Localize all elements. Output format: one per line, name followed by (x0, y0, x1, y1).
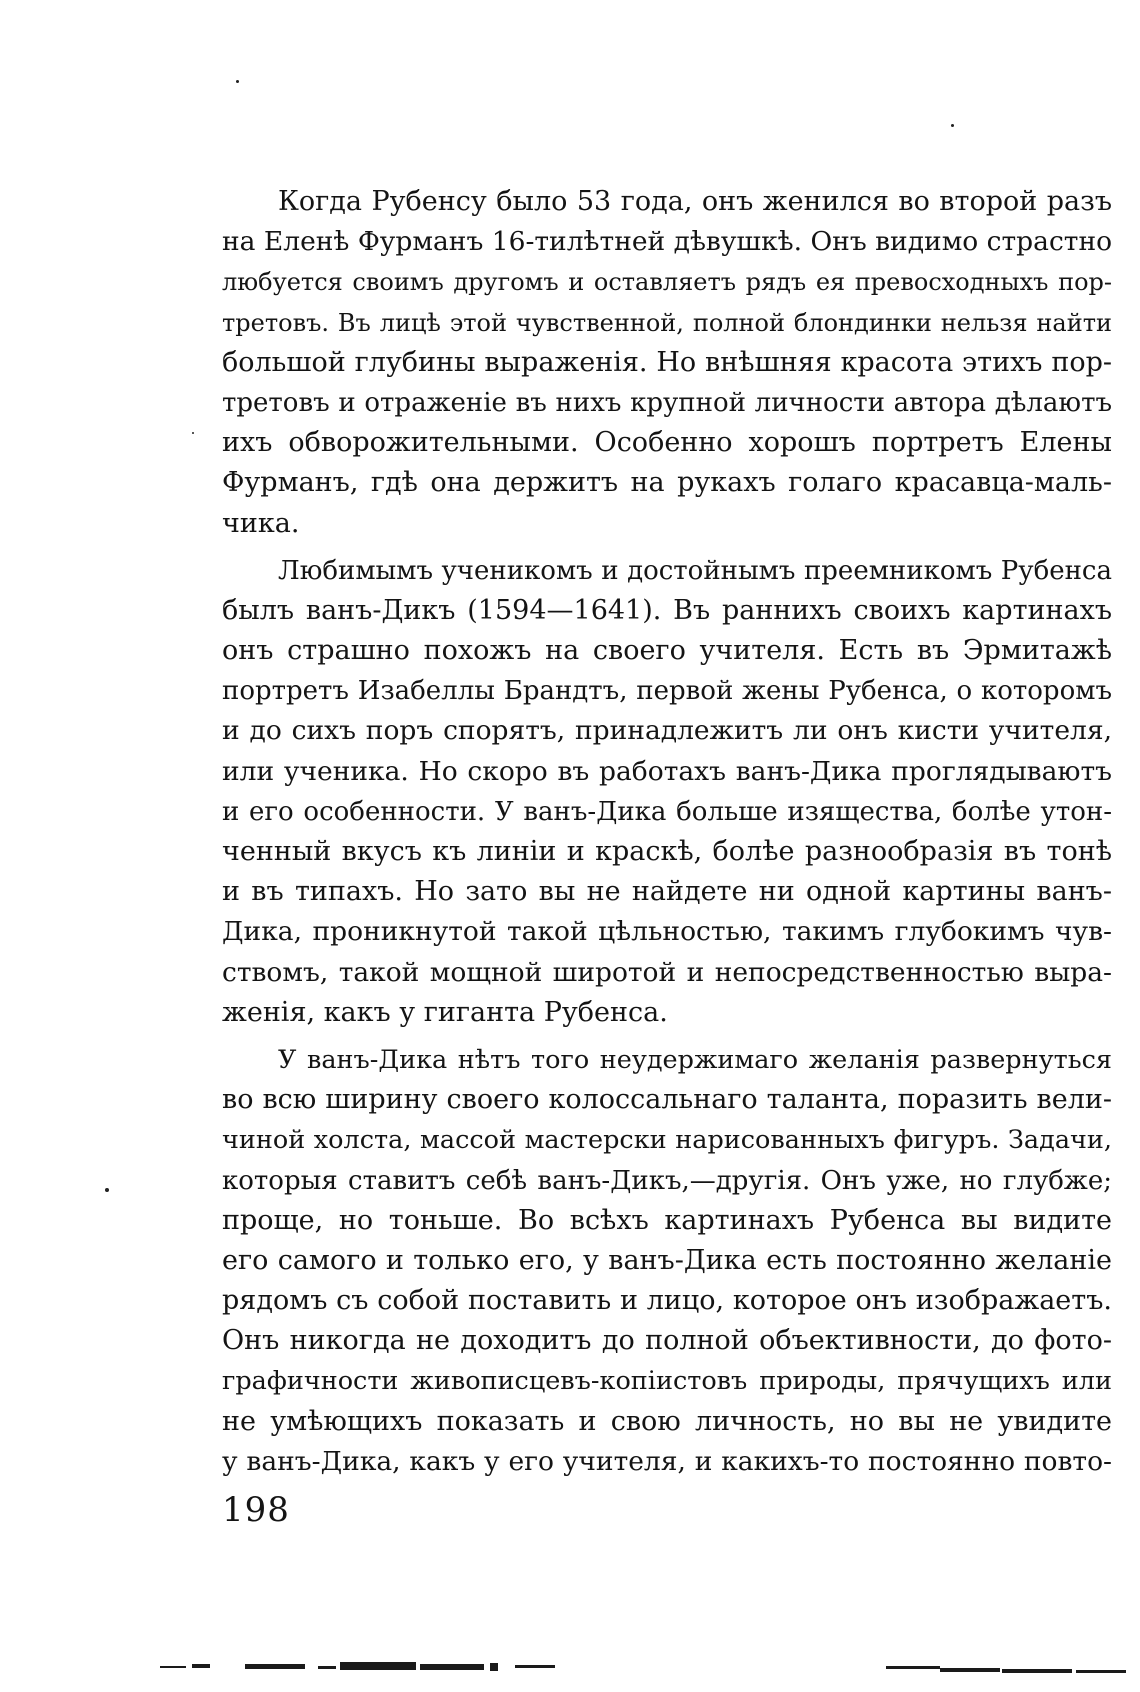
text-line: на Еленѣ Фурманъ 16-тилѣтней дѣвушкѣ. Онъ видимо страстно (222, 226, 1113, 258)
text-line: во всю ширину своего колоссальнаго таланта, поразить вели- (222, 1084, 1112, 1116)
text-line: у ванъ-Дика, какъ у его учителя, и какихъ-то постоянно повто- (222, 1445, 1112, 1477)
text-line: графичности живописцевъ-копіистовъ природы, прячущихъ или (222, 1366, 1112, 1397)
scan-speck (105, 1188, 109, 1192)
text-line: ихъ обворожительными. Особенно хорошъ портретъ Елены (222, 427, 1112, 459)
paragraph-3 (222, 1040, 1112, 1482)
paragraph-1 (222, 182, 1112, 544)
text-line: любуется своимъ другомъ и оставляетъ рядъ ея превосходныхъ пор- (222, 268, 1112, 297)
text-line: Любимымъ ученикомъ и достойнымъ преемникомъ Рубенса (278, 555, 1112, 586)
text-line: онъ страшно похожъ на своего учителя. Есть въ Эрмитажѣ (222, 635, 1112, 667)
text-line: портретъ Изабеллы Брандтъ, первой жены Рубенса, о которомъ (222, 676, 1112, 707)
text-line: и его особенности. У ванъ-Дика больше изящества, болѣе утон- (222, 796, 1112, 827)
text-line: или ученика. Но скоро въ работахъ ванъ-Дика проглядываютъ (222, 755, 1112, 787)
text-line: чика. (222, 507, 300, 539)
scan-speck (192, 432, 194, 434)
text-line: третовъ. Въ лицѣ этой чувственной, полной блондинки нельзя найти (222, 308, 1112, 337)
text-line: Онъ никогда не доходитъ до полной объективности, до фото- (222, 1325, 1112, 1357)
text-line: У ванъ-Дика нѣтъ того неудержимаго желанія развернуться (278, 1044, 1112, 1075)
page-number: 198 (222, 1490, 290, 1530)
text-line: его самого и только его, у ванъ-Дика есть постоянно желаніе (222, 1244, 1112, 1276)
scan-speck (236, 80, 239, 83)
paragraph-2 (222, 551, 1112, 1033)
text-line: и въ типахъ. Но зато вы не найдете ни одной картины ванъ- (222, 876, 1112, 908)
text-line: не умѣющихъ показать и свою личность, но вы не увидите (222, 1405, 1112, 1437)
text-line: Дика, проникнутой такой цѣльностью, такимъ глубокимъ чув- (222, 916, 1112, 948)
scan-speck (951, 124, 954, 127)
text-line: и до сихъ поръ спорятъ, принадлежитъ ли онъ кисти учителя, (222, 715, 1112, 747)
text-line: женія, какъ у гиганта Рубенса. (222, 996, 668, 1028)
text-line: ченный вкусъ къ линіи и краскѣ, болѣе разнообразія въ тонѣ (222, 836, 1112, 867)
text-line: третовъ и отраженіе въ нихъ крупной личности автора дѣлаютъ (222, 387, 1112, 418)
text-line: Фурманъ, гдѣ она держитъ на рукахъ голаго красавца-маль- (222, 467, 1112, 499)
text-line: которыя ставитъ себѣ ванъ-Дикъ,—другія. Онъ уже, но глубже; (222, 1165, 1112, 1196)
text-line: ствомъ, такой мощной широтой и непосредственностью выра- (222, 956, 1112, 988)
body-text (222, 182, 1112, 1482)
text-line: былъ ванъ-Дикъ (1594—1641). Въ раннихъ своихъ картинахъ (222, 594, 1112, 626)
text-line: проще, но тоньше. Во всѣхъ картинахъ Рубенса вы видите (222, 1204, 1112, 1236)
text-line: рядомъ съ собой поставить и лицо, которое онъ изображаетъ. (222, 1285, 1112, 1317)
text-line: большой глубины выраженія. Но внѣшняя красота этихъ пор- (222, 346, 1112, 378)
text-line: Когда Рубенсу было 53 года, онъ женился во второй разъ (278, 186, 1112, 217)
text-line: чиной холста, массой мастерски нарисованныхъ фигуръ. Задачи, (222, 1125, 1112, 1156)
